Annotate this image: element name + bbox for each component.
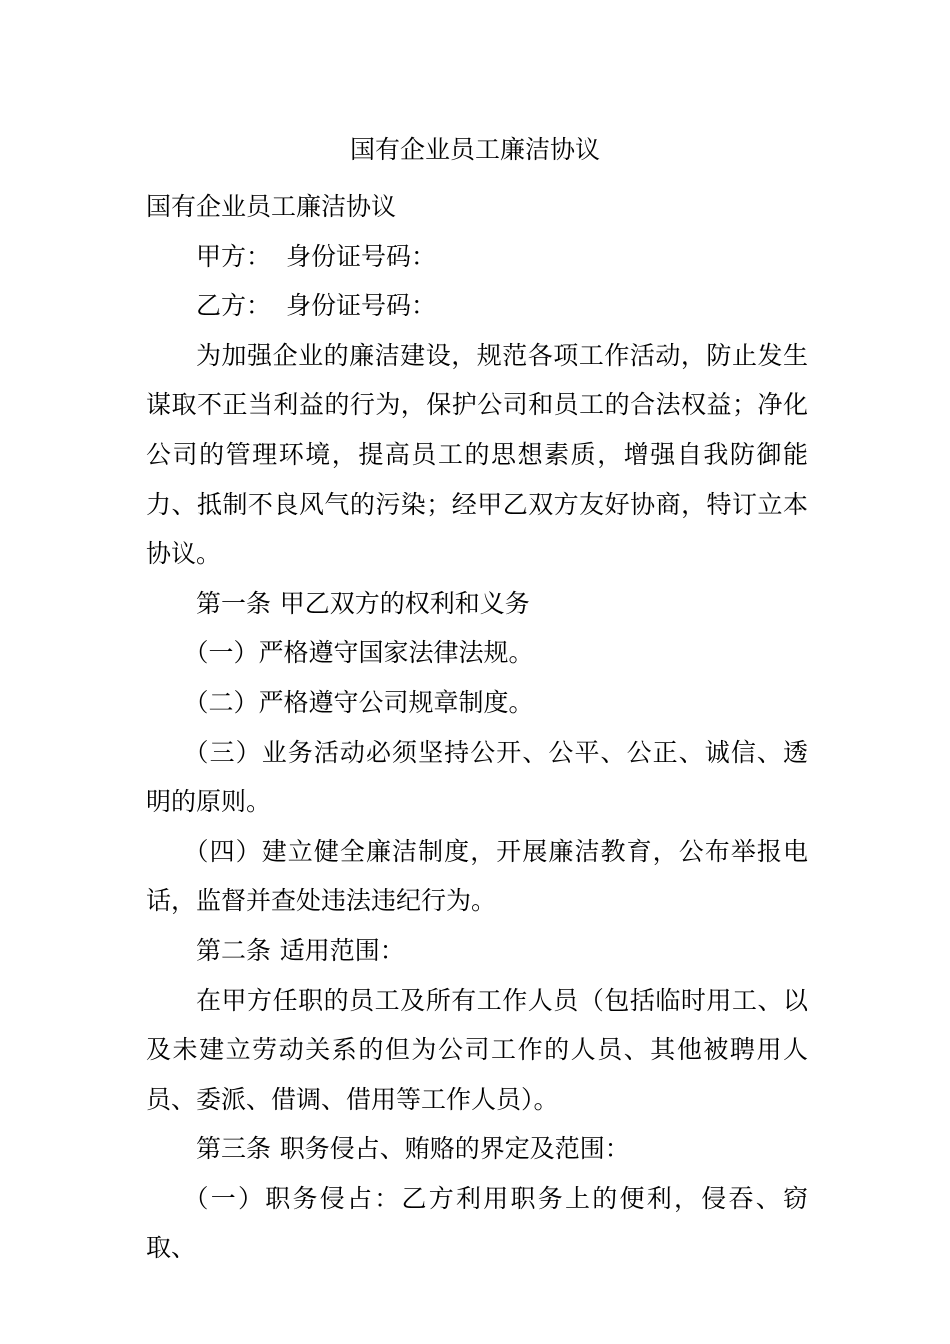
article-2-title: 适用范围：: [279, 935, 405, 965]
article-3-heading: [146, 1124, 808, 1174]
party-b-id-label: 身份证号码：: [286, 291, 437, 321]
article-2-number: 第二条: [196, 935, 272, 965]
article-3-title: 职务侵占、贿赂的界定及范围：: [279, 1134, 630, 1164]
party-a-label: 甲方：: [196, 241, 272, 271]
article-2-content: 在甲方任职的员工及所有工作人员（包括临时用工、以及未建立劳动关系的但为公司工作的人员、其他被聘用人员、委派、借调、借用等工作人员）。: [146, 985, 808, 1114]
party-b-line: [146, 281, 808, 331]
document-subtitle: 国有企业员工廉洁协议: [146, 192, 397, 221]
document-body: [146, 182, 808, 1273]
article-1-item-2: （二）严格遵守公司规章制度。: [183, 687, 534, 717]
party-a-line: [146, 232, 808, 282]
party-a-id-label: 身份证号码：: [286, 241, 437, 271]
article-1-item-3: （三）业务活动必须坚持公开、公平、公正、诚信、透明的原则。: [146, 737, 808, 817]
preamble-paragraph: 为加强企业的廉洁建设，规范各项工作活动，防止发生谋取不正当利益的行为，保护公司和员工的合法权益；净化公司的管理环境，提高员工的思想素质，增强自我防御能力、抵制不良风气的污染；经甲乙双方友好协商，特订立本协议。: [146, 340, 808, 569]
party-b-label: 乙方：: [196, 291, 272, 321]
article-1-item-4: （四）建立健全廉洁制度，开展廉洁教育，公布举报电话，监督并查处违法违纪行为。: [146, 836, 808, 916]
article-3-number: 第三条: [196, 1134, 272, 1164]
article-1-number: 第一条: [196, 588, 272, 618]
article-2-heading: [146, 926, 808, 976]
article-1-title: 甲乙双方的权利和义务: [279, 588, 530, 618]
article-1-item-1: （一）严格遵守国家法律法规。: [183, 638, 534, 668]
article-1-heading: [146, 579, 808, 629]
document-title: 国有企业员工廉洁协议: [349, 135, 600, 164]
article-3-item-1: （一）职务侵占：乙方利用职务上的便利，侵吞、窃取、: [146, 1183, 808, 1263]
